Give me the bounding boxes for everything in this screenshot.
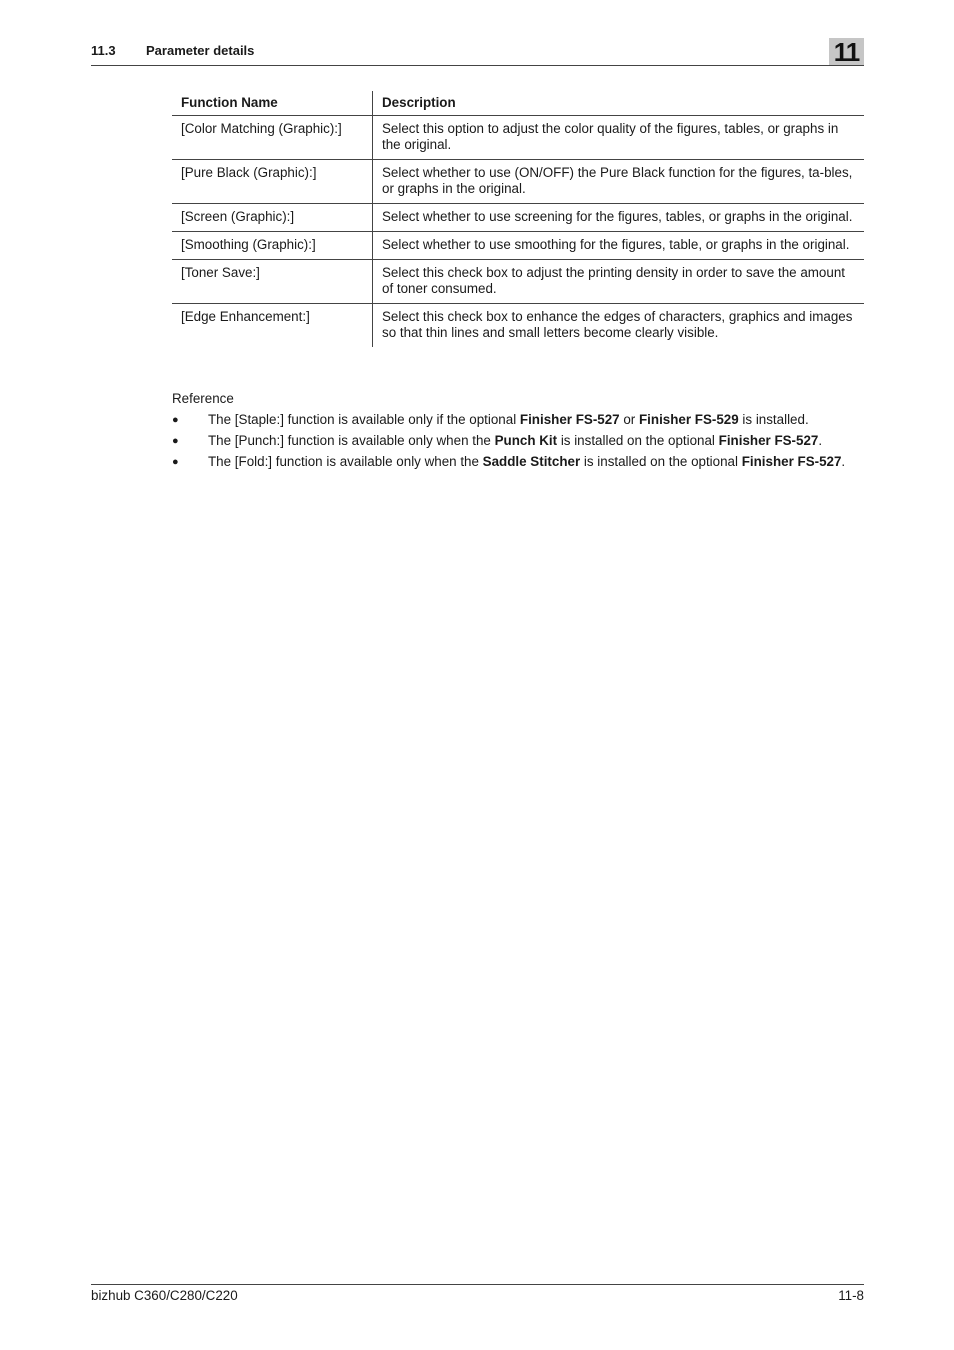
- list-item: [172, 453, 864, 471]
- page-header: [91, 37, 864, 67]
- reference-text: .: [841, 454, 846, 469]
- product-model: bizhub C360/C280/C220: [91, 1288, 238, 1303]
- list-item: [172, 432, 864, 450]
- function-name-cell: [Toner Save:]: [172, 260, 373, 304]
- reference-text: is installed on the optional: [557, 433, 719, 448]
- page-footer: [91, 1284, 864, 1303]
- section-title: Parameter details: [146, 43, 255, 58]
- function-name-cell: [Color Matching (Graphic):]: [172, 116, 373, 160]
- reference-text: The [Punch:] function is available only when the: [208, 433, 495, 448]
- reference-text: or: [619, 412, 639, 427]
- description-cell: Select whether to use smoothing for the figures, table, or graphs in the original.: [373, 232, 865, 260]
- reference-heading: Reference: [172, 391, 234, 406]
- bullet-icon: ●: [172, 414, 179, 426]
- bullet-icon: ●: [172, 435, 179, 447]
- function-name-cell: [Screen (Graphic):]: [172, 204, 373, 232]
- description-cell: Select this check box to adjust the printing density in order to save the amount of toner consumed.: [373, 260, 865, 304]
- description-cell: Select this option to adjust the color quality of the figures, tables, or graphs in the original.: [373, 116, 865, 160]
- reference-list: [172, 411, 864, 474]
- function-name-cell: [Pure Black (Graphic):]: [172, 160, 373, 204]
- table-row: [172, 304, 864, 348]
- bullet-icon: ●: [172, 456, 179, 468]
- product-name: Saddle Stitcher: [482, 454, 581, 469]
- product-name: Punch Kit: [494, 433, 558, 448]
- table-row: [172, 160, 864, 204]
- page-number: 11-8: [838, 1288, 864, 1303]
- table-row: [172, 260, 864, 304]
- function-name-cell: [Smoothing (Graphic):]: [172, 232, 373, 260]
- function-name-cell: [Edge Enhancement:]: [172, 304, 373, 348]
- reference-text: .: [818, 433, 823, 448]
- chapter-badge: 11: [829, 38, 864, 65]
- description-cell: Select whether to use (ON/OFF) the Pure Black function for the figures, ta-bles, or graphs in the original.: [373, 160, 865, 204]
- list-item: [172, 411, 864, 429]
- table-row: [172, 232, 864, 260]
- reference-text: is installed on the optional: [580, 454, 742, 469]
- parameter-table: [172, 91, 864, 347]
- product-name: Finisher FS-529: [638, 412, 739, 427]
- product-name: Finisher FS-527: [741, 454, 842, 469]
- description-cell: Select this check box to enhance the edges of characters, graphics and images so that thin lines and small letters become clearly visible.: [382, 309, 853, 340]
- table-row: [172, 116, 864, 160]
- table-row: [172, 204, 864, 232]
- column-header-description: Description: [373, 91, 865, 116]
- column-header-function-name: Function Name: [172, 91, 373, 116]
- section-number: 11.3: [91, 43, 116, 58]
- reference-text: is installed.: [738, 412, 809, 427]
- reference-text: The [Staple:] function is available only if the optional: [208, 412, 520, 427]
- table-header-row: [172, 91, 864, 116]
- reference-text: The [Fold:] function is available only when the: [208, 454, 483, 469]
- description-cell: Select whether to use screening for the figures, tables, or graphs in the original.: [373, 204, 865, 232]
- product-name: Finisher FS-527: [519, 412, 620, 427]
- product-name: Finisher FS-527: [718, 433, 819, 448]
